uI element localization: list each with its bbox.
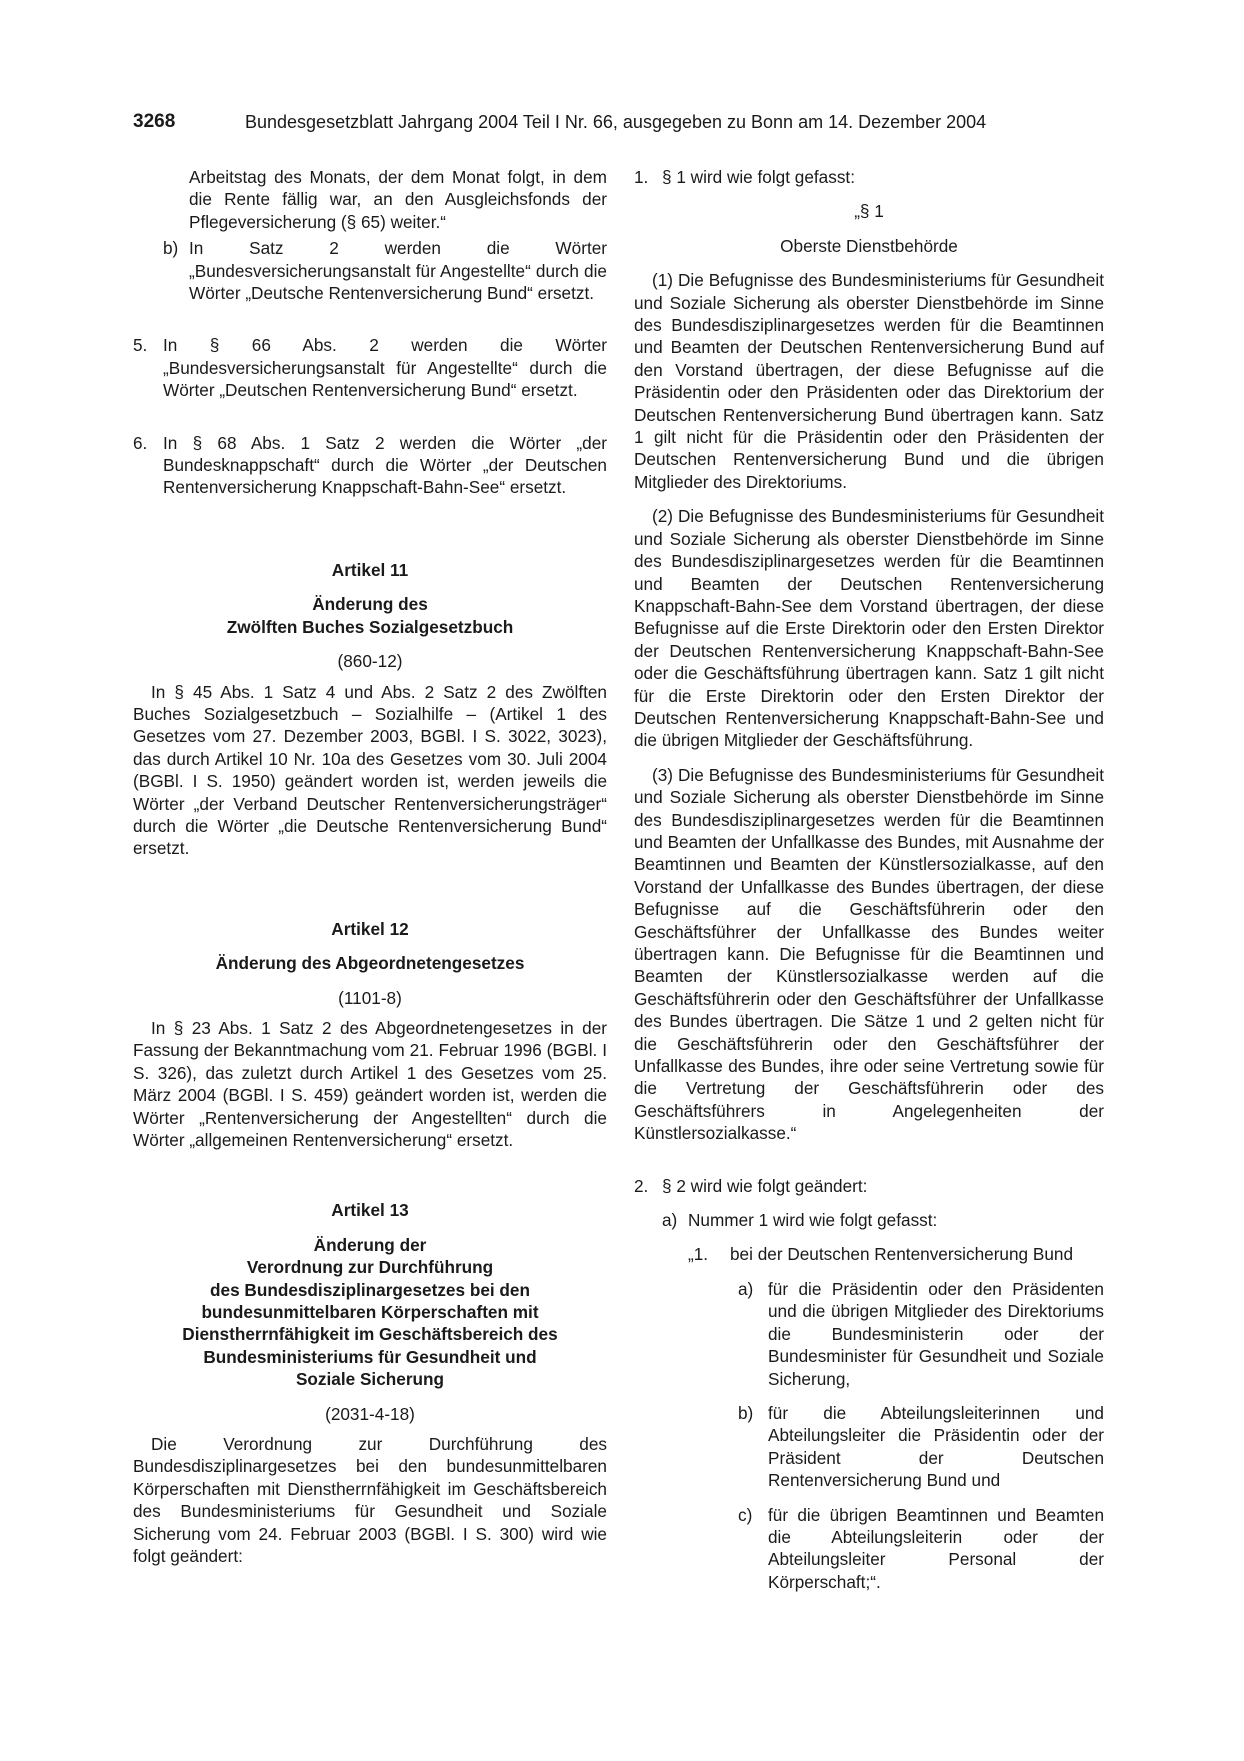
continuation-text: Arbeitstag des Monats, der dem Monat folgt, in dem die Rente fällig war, an den Ausgleichsfonds der Pflegeversicherung (§ 65) weiter.“ bbox=[189, 167, 607, 232]
sub-item-b bbox=[634, 1402, 1104, 1492]
article-13-title-line: Verordnung zur Durchführung bbox=[246, 1257, 494, 1278]
list-label: c) bbox=[738, 1504, 753, 1525]
right-column bbox=[634, 166, 1104, 1593]
paragraph-sign: „§ 1 bbox=[854, 201, 884, 222]
list-label: 5. bbox=[133, 335, 148, 356]
list-label: „1. bbox=[688, 1244, 709, 1265]
paragraph-abs-2: (2) Die Befugnisse des Bundesministeriums für Gesundheit und Soziale Sicherung als oberster Dienstbehörde im Sinne des Bundesdisziplinargesetzes werden für die Beamtinnen und Beamten der Deutschen Rentenversicherung Knappschaft-Bahn-See dem Vorstand übertragen, der diese Befugnisse auf die Erste Direktorin oder den Ersten Direktor der Deutschen Rentenversicherung Knappschaft-Bahn-See oder die Geschäftsführung übertragen kann. Satz 1 gilt nicht für die Erste Direktorin oder den Ersten Direktor der Deutschen Rentenversicherung Knappschaft-Bahn-See und die übrigen Mitglieder der Geschäftsführung. bbox=[634, 506, 1104, 751]
list-item-number-1 bbox=[634, 1243, 1104, 1265]
page-header bbox=[133, 111, 1103, 137]
list-label: b) bbox=[738, 1402, 754, 1423]
sub-item-a bbox=[634, 1278, 1104, 1390]
left-column bbox=[133, 166, 607, 1568]
article-12-fna: (1101-8) bbox=[338, 987, 402, 1008]
list-label: a) bbox=[662, 1210, 678, 1231]
list-item-b bbox=[133, 237, 607, 304]
article-13-title-line: Dienstherrnfähigkeit im Geschäftsbereich des bbox=[182, 1324, 558, 1345]
list-text: In § 68 Abs. 1 Satz 2 werden die Wörter „der Bundesknappschaft“ durch die Wörter „der Deutschen Rentenversicherung Knappschaft-Bahn-See“ ersetzt. bbox=[163, 432, 607, 498]
page-number: 3268 bbox=[133, 111, 176, 132]
article-13-title-line: Änderung der bbox=[313, 1234, 427, 1255]
list-label: 2. bbox=[634, 1175, 649, 1196]
list-text: In Satz 2 werden die Wörter „Bundesversicherungsanstalt für Angestellte“ durch die Wörter „Deutsche Rentenversicherung Bund“ ersetzt. bbox=[189, 238, 607, 304]
paragraph-abs-1: (1) Die Befugnisse des Bundesministeriums für Gesundheit und Soziale Sicherung als oberster Dienstbehörde im Sinne des Bundesdisziplinargesetzes werden für die Beamtinnen und Beamten der Deutschen Rentenversicherung Bund auf den Vorstand übertragen, der diese Befugnisse auf die Präsidentin oder den Präsidenten oder das Direktorium der Deutschen Rentenversicherung Bund übertragen kann. Satz 1 gilt nicht für die Präsidentin oder den Präsidenten der Deutschen Rentenversicherung Bund und die übrigen Mitglieder des Direktoriums. bbox=[634, 270, 1104, 492]
list-item-1 bbox=[634, 166, 1104, 188]
list-text: für die übrigen Beamtinnen und Beamten die Abteilungsleiterin oder der Abteilungsleiter Personal der Körperschaft;“. bbox=[768, 1504, 1104, 1592]
sub-item-c bbox=[634, 1504, 1104, 1594]
article-13-title-line: Soziale Sicherung bbox=[295, 1369, 445, 1390]
article-13-title-line: bundesunmittelbaren Körperschaften mit bbox=[201, 1302, 539, 1323]
list-label: a) bbox=[738, 1278, 754, 1299]
article-11-text: In § 45 Abs. 1 Satz 4 und Abs. 2 Satz 2 des Zwölften Buches Sozialgesetzbuch – Sozialhilfe – (Artikel 1 des Gesetzes vom 27. Dezember 2003, BGBl. I S. 3022, 3023), das durch Artikel 10 Nr. 10a des Gesetzes vom 30. Juli 2004 (BGBl. I S. 1950) geändert worden ist, werden jeweils die Wörter „der Verband Deutscher Rentenversicherungsträger“ durch die Wörter „die Deutsche Rentenversicherung Bund“ ersetzt. bbox=[133, 681, 607, 859]
list-text: In § 66 Abs. 2 werden die Wörter „Bundesversicherungsanstalt für Angestellte“ durch die Wörter „Deutschen Rentenversicherung Bund“ ersetzt. bbox=[163, 335, 607, 401]
list-text: bei der Deutschen Rentenversicherung Bund bbox=[730, 1244, 1074, 1265]
list-label: 6. bbox=[133, 432, 148, 453]
article-11-heading: Artikel 11 bbox=[331, 559, 409, 580]
list-item-2 bbox=[634, 1175, 1104, 1197]
header-title: Bundesgesetzblatt Jahrgang 2004 Teil I Nr. 66, ausgegeben zu Bonn am 14. Dezember 2004 bbox=[245, 112, 987, 132]
article-11-title-line: Änderung des bbox=[312, 594, 428, 615]
article-13-text: Die Verordnung zur Durchführung des Bundesdisziplinargesetzes bei den bundesunmittelbaren Körperschaften mit Dienstherrnfähigkeit im Geschäftsbereich des Bundesministeriums für Gesundheit und Soziale Sicherung vom 24. Februar 2003 (BGBl. I S. 300) wird wie folgt geändert: bbox=[133, 1434, 607, 1567]
list-item-2a bbox=[634, 1209, 1104, 1231]
article-13-title-line: des Bundesdisziplinargesetzes bei den bbox=[210, 1279, 530, 1300]
article-13-heading: Artikel 13 bbox=[331, 1200, 409, 1221]
article-12-title: Änderung des Abgeordnetengesetzes bbox=[215, 953, 525, 974]
list-text: für die Abteilungsleiterinnen und Abteilungsleiter die Präsidentin oder der Präsident der Deutschen Rentenversicherung Bund und bbox=[768, 1402, 1104, 1491]
paragraph-abs-3: (3) Die Befugnisse des Bundesministeriums für Gesundheit und Soziale Sicherung als oberster Dienstbehörde im Sinne des Bundesdisziplinargesetzes werden für die Beamtinnen und Beamten der Unfallkasse des Bundes, mit Ausnahme der Beamtinnen und Beamten der Künstlersozialkasse, auf den Vorstand der Unfallkasse des Bundes übertragen, der diese Befugnisse auf die Geschäftsführerin oder den Geschäftsführer der Unfallkasse des Bundes weiter übertragen kann. Die Befugnisse für die Beamtinnen und Beamten der Künstlersozialkasse werden auf die Geschäftsführerin oder den Geschäftsführer der Unfallkasse des Bundes übertragen. Die Sätze 1 und 2 gelten nicht für die Geschäftsführerin oder den Geschäftsführer der Unfallkasse des Bundes, ihre oder seine Vertretung sowie für die Vertretung der Geschäftsführerin oder des Geschäftsführers in Angelegenheiten der Künstlersozialkasse.“ bbox=[634, 764, 1104, 1144]
article-13-title-line: Bundesministeriums für Gesundheit und bbox=[203, 1346, 537, 1367]
list-text: § 1 wird wie folgt gefasst: bbox=[662, 167, 855, 187]
article-12-heading: Artikel 12 bbox=[331, 918, 409, 939]
article-12-text: In § 23 Abs. 1 Satz 2 des Abgeordnetengesetzes in der Fassung der Bekanntmachung vom 21. Februar 1996 (BGBl. I S. 326), das zuletzt durch Artikel 1 des Gesetzes vom 25. März 2004 (BGBl. I S. 459) geändert worden ist, werden die Wörter „Rentenversicherung der Angestellten“ durch die Wörter „allgemeinen Rentenversicherung“ ersetzt. bbox=[133, 1017, 607, 1150]
article-11-title-line: Zwölften Buches Sozialgesetzbuch bbox=[226, 616, 514, 637]
list-text: Nummer 1 wird wie folgt gefasst: bbox=[688, 1210, 938, 1231]
list-text: für die Präsidentin oder den Präsidenten und die übrigen Mitglieder des Direktoriums die Bundesministerin oder der Bundesminister für Gesundheit und Soziale Sicherung, bbox=[768, 1278, 1104, 1389]
article-11-fna: (860-12) bbox=[337, 651, 403, 672]
list-item-5 bbox=[133, 334, 607, 401]
list-item-6 bbox=[133, 432, 607, 499]
article-13-fna: (2031-4-18) bbox=[325, 1403, 415, 1424]
paragraph-title: Oberste Dienstbehörde bbox=[780, 235, 958, 256]
list-label: 1. bbox=[634, 167, 649, 187]
list-text: § 2 wird wie folgt geändert: bbox=[662, 1175, 868, 1196]
list-label: b) bbox=[163, 238, 179, 259]
